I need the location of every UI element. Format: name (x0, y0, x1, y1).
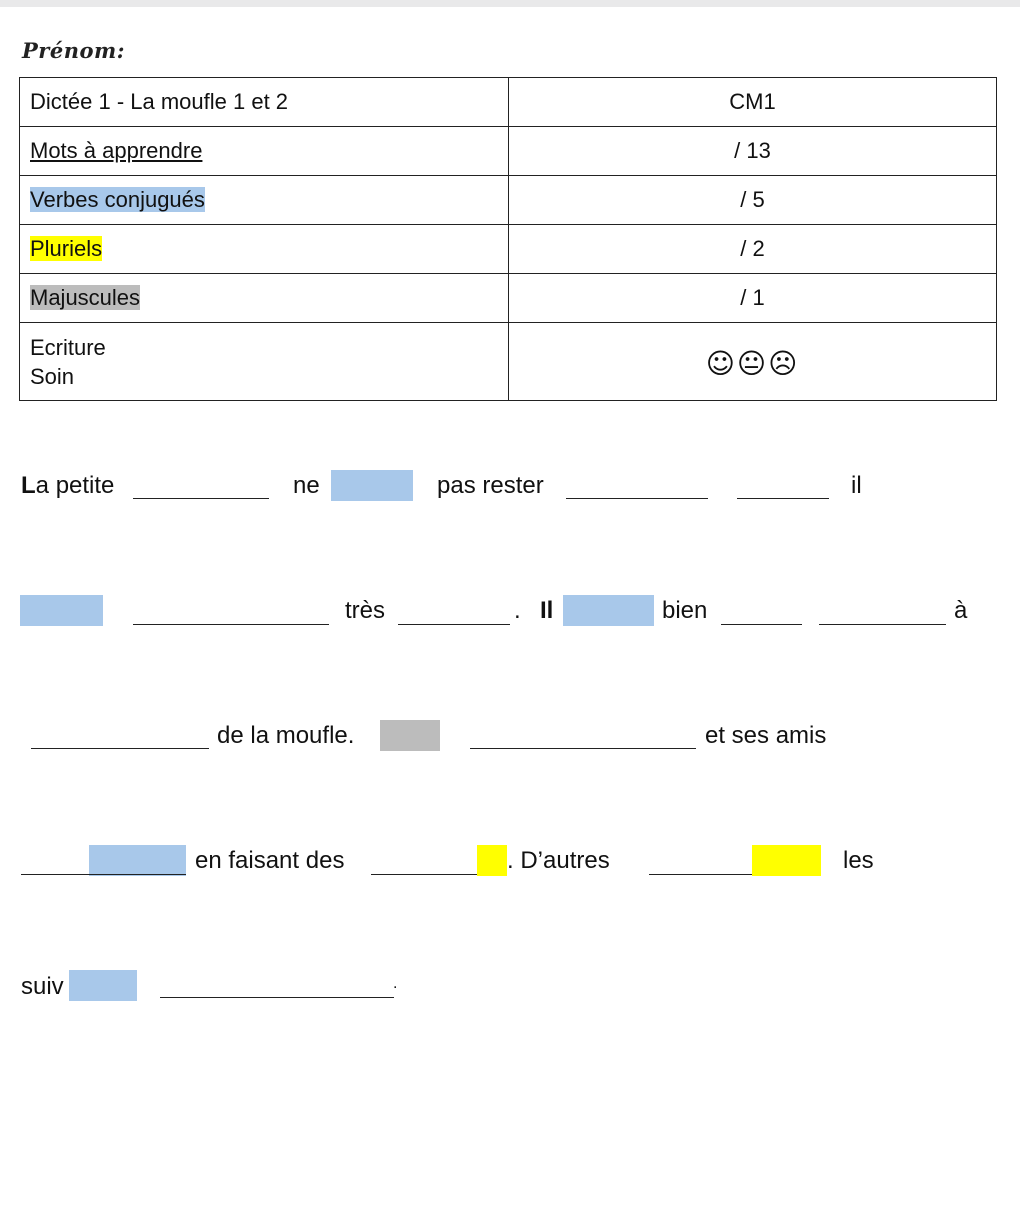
word-de-la-moufle: de la moufle. (217, 722, 355, 749)
word-et-ses-amis: et ses amis (705, 722, 827, 749)
word-la-petite-rest: a petite (35, 472, 115, 499)
blank-verb-box[interactable] (563, 595, 654, 626)
blank-plural-box[interactable] (477, 845, 507, 876)
punct-dot: . (514, 597, 521, 624)
row-label-verbes: Verbes conjugués (30, 187, 205, 212)
blank-line[interactable] (566, 498, 708, 499)
blank-line[interactable] (21, 874, 89, 875)
row-label-mots: Mots à apprendre (30, 138, 203, 163)
bold-capital-l: L (21, 472, 36, 499)
row-label-majuscules: Majuscules (30, 285, 141, 310)
word-a: à (954, 597, 968, 624)
blank-verb-box[interactable] (69, 970, 137, 1001)
word-ne: ne (293, 472, 320, 499)
word-la-petite (21, 472, 114, 500)
blank-line[interactable] (721, 624, 802, 625)
ecriture-label: Ecriture (30, 334, 106, 360)
blank-verb-box[interactable] (20, 595, 103, 626)
blank-line[interactable] (160, 997, 394, 998)
level-label: CM1 (509, 78, 997, 127)
dictee-title: Dictée 1 - La moufle 1 et 2 (20, 78, 509, 127)
blank-capital-box[interactable] (380, 720, 440, 751)
word-suiv: suiv (21, 973, 64, 1000)
word-pas-rester: pas rester (437, 472, 544, 499)
blank-line[interactable] (133, 624, 329, 625)
word-les: les (843, 847, 874, 874)
blank-verb-box[interactable] (331, 470, 413, 501)
blank-plural-box[interactable] (752, 845, 821, 876)
smiley-faces-icon: ☺😐☹ (705, 347, 800, 380)
blank-verb-box[interactable] (89, 845, 186, 876)
blank-line[interactable] (819, 624, 946, 625)
word-en-faisant-des: en faisant des (195, 847, 345, 874)
prenom-label: Prénom: (22, 38, 125, 63)
punct-dot: . (393, 975, 398, 992)
row-score-verbes: / 5 (509, 176, 997, 225)
blank-line[interactable] (737, 498, 829, 499)
row-score-pluriels: / 2 (509, 225, 997, 274)
blank-line[interactable] (31, 748, 209, 749)
row-label-pluriels: Pluriels (30, 236, 103, 261)
blank-line[interactable] (89, 874, 186, 875)
word-il: il (851, 472, 862, 499)
blank-line[interactable] (398, 624, 510, 625)
word-dautres: . D’autres (507, 847, 610, 874)
row-score-majuscules: / 1 (509, 274, 997, 323)
word-il-bold (540, 597, 553, 625)
row-score-mots: / 13 (509, 127, 997, 176)
blank-line[interactable] (470, 748, 696, 749)
word-tres: très (345, 597, 386, 624)
soin-label: Soin (30, 363, 75, 389)
bold-il: Il (540, 597, 554, 624)
blank-line[interactable] (133, 498, 269, 499)
word-bien: bien (662, 597, 708, 624)
